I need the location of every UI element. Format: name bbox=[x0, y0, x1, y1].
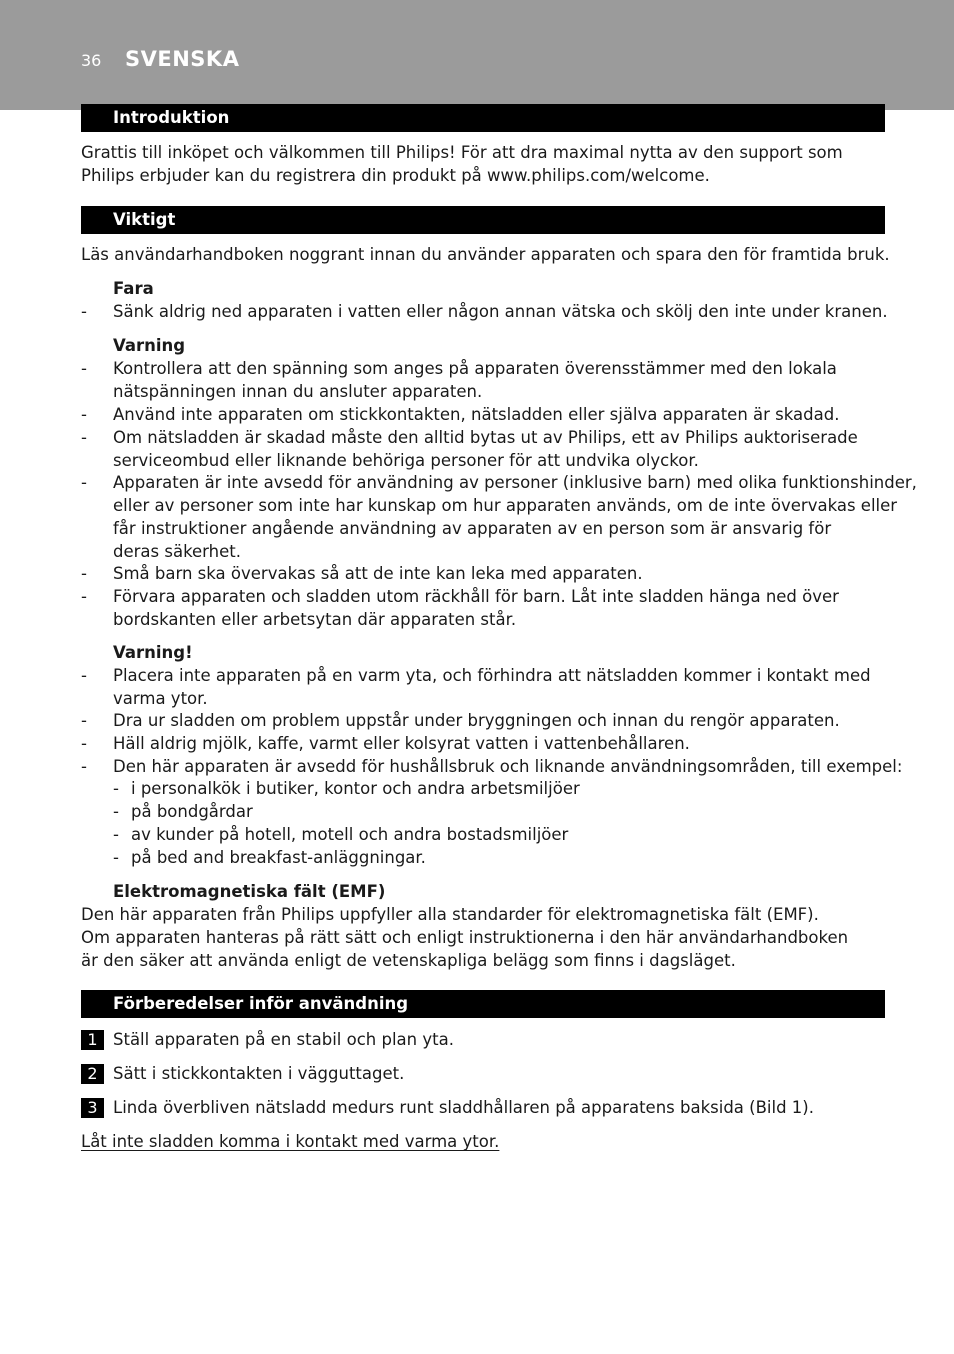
list-dash: - bbox=[81, 564, 87, 583]
step-number-2: 2 bbox=[81, 1064, 104, 1084]
list-dash: - bbox=[81, 473, 87, 492]
sublist-dash: - bbox=[113, 779, 119, 798]
list-dash: - bbox=[81, 757, 87, 776]
step-text-2: Sätt i stickkontakten i vägguttaget. bbox=[113, 1064, 405, 1083]
emf-title: Elektromagnetiska fält (EMF) bbox=[113, 882, 386, 901]
page-number: 36 bbox=[81, 51, 102, 70]
sublist-dash: - bbox=[113, 825, 119, 844]
warning-item-4-line-2: eller av personer som inte har kunskap om hur apparaten används, om de inte övervakas eller bbox=[113, 496, 898, 515]
language-title: SVENSKA bbox=[125, 47, 240, 71]
caution-item-2: Dra ur sladden om problem uppstår under bryggningen och innan du rengör apparaten. bbox=[113, 711, 840, 730]
warning-item-6-line-1: Förvara apparaten och sladden utom räckhåll för barn. Låt inte sladden hänga ned över bbox=[113, 587, 839, 606]
caution-item-4: Den här apparaten är avsedd för hushållsbruk och liknande användningsområden, till exempel: bbox=[113, 757, 903, 776]
caution-subitem-2: på bondgårdar bbox=[131, 802, 253, 821]
warning-item-3-line-1: Om nätsladden är skadad måste den alltid bytas ut av Philips, ett av Philips auktoriserade bbox=[113, 428, 858, 447]
emf-line-1: Den här apparaten från Philips uppfyller alla standarder för elektromagnetiska fält (EMF). bbox=[81, 905, 819, 924]
sublist-dash: - bbox=[113, 802, 119, 821]
list-dash: - bbox=[81, 359, 87, 378]
section-heading-introduction: Introduktion bbox=[81, 104, 885, 132]
warning-item-6-line-2: bordskanten eller arbetsytan där apparaten står. bbox=[113, 610, 517, 629]
caution-item-1-line-2: varma ytor. bbox=[113, 689, 208, 708]
list-dash: - bbox=[81, 302, 87, 321]
warning-item-4-line-3: får instruktioner angående användning av apparaten av en person som är ansvarig för bbox=[113, 519, 832, 538]
warning-item-4-line-1: Apparaten är inte avsedd för användning av personer (inklusive barn) med olika funktionshinder, bbox=[113, 473, 917, 492]
step-number-3: 3 bbox=[81, 1098, 104, 1118]
list-dash: - bbox=[81, 587, 87, 606]
caution-subitem-3: av kunder på hotell, motell och andra bostadsmiljöer bbox=[131, 825, 569, 844]
important-intro: Läs användarhandboken noggrant innan du använder apparaten och spara den för framtida bruk. bbox=[81, 245, 890, 264]
warning-item-5: Små barn ska övervakas så att de inte kan leka med apparaten. bbox=[113, 564, 643, 583]
danger-item-1: Sänk aldrig ned apparaten i vatten eller någon annan vätska och skölj den inte under kranen. bbox=[113, 302, 888, 321]
caution-item-3: Häll aldrig mjölk, kaffe, varmt eller kolsyrat vatten i vattenbehållaren. bbox=[113, 734, 690, 753]
danger-title: Fara bbox=[113, 279, 154, 298]
intro-line-2: Philips erbjuder kan du registrera din produkt på www.philips.com/welcome. bbox=[81, 166, 710, 185]
caution-title: Varning! bbox=[113, 643, 193, 662]
warning-item-4-line-4: deras säkerhet. bbox=[113, 542, 242, 561]
step-text-3: Linda överbliven nätsladd medurs runt sladdhållaren på apparatens baksida (Bild 1). bbox=[113, 1098, 814, 1117]
caution-subitem-4: på bed and breakfast-anläggningar. bbox=[131, 848, 426, 867]
intro-line-1: Grattis till inköpet och välkommen till Philips! För att dra maximal nytta av den support som bbox=[81, 143, 843, 162]
warning-title: Varning bbox=[113, 336, 186, 355]
warning-item-2: Använd inte apparaten om stickkontakten, nätsladden eller själva apparaten är skadad. bbox=[113, 405, 840, 424]
list-dash: - bbox=[81, 734, 87, 753]
warning-item-1-line-2: nätspänningen innan du ansluter apparaten. bbox=[113, 382, 483, 401]
list-dash: - bbox=[81, 428, 87, 447]
emf-line-2: Om apparaten hanteras på rätt sätt och enligt instruktionerna i den här användarhandboken bbox=[81, 928, 849, 947]
warning-item-1-line-1: Kontrollera att den spänning som anges på apparaten överensstämmer med den lokala bbox=[113, 359, 837, 378]
warning-item-3-line-2: serviceombud eller liknande behöriga personer för att undvika olyckor. bbox=[113, 451, 699, 470]
step-text-1: Ställ apparaten på en stabil och plan yta. bbox=[113, 1030, 454, 1049]
step-number-1: 1 bbox=[81, 1030, 104, 1050]
emf-line-3: är den säker att använda enligt de vetenskapliga belägg som finns i dagsläget. bbox=[81, 951, 736, 970]
list-dash: - bbox=[81, 666, 87, 685]
list-dash: - bbox=[81, 405, 87, 424]
caution-subitem-1: i personalkök i butiker, kontor och andra arbetsmiljöer bbox=[131, 779, 580, 798]
section-heading-important: Viktigt bbox=[81, 206, 885, 234]
section-heading-preparation: Förberedelser inför användning bbox=[81, 990, 885, 1018]
list-dash: - bbox=[81, 711, 87, 730]
caution-item-1-line-1: Placera inte apparaten på en varm yta, och förhindra att nätsladden kommer i kontakt med bbox=[113, 666, 871, 685]
cord-warning-note: Låt inte sladden komma i kontakt med varma ytor. bbox=[81, 1132, 500, 1151]
sublist-dash: - bbox=[113, 848, 119, 867]
